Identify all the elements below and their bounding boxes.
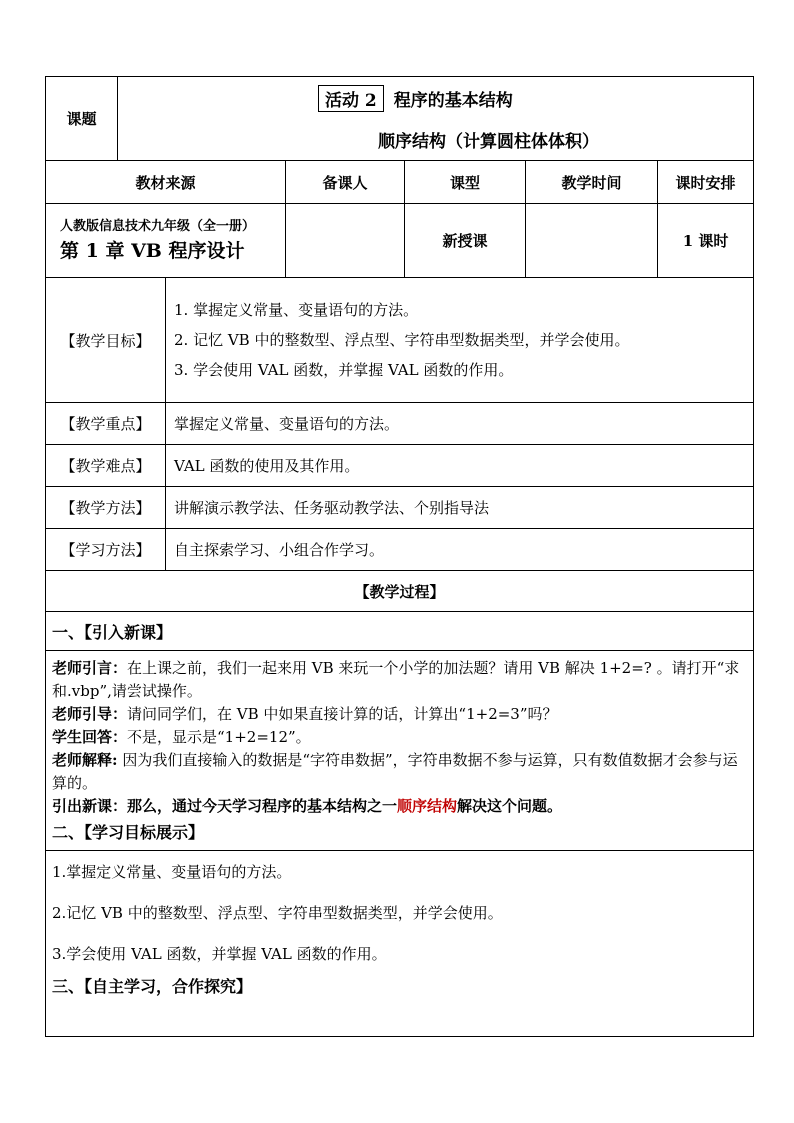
activity-box: 活动 2 <box>318 85 384 112</box>
section-intro-heading: 一、【引入新课】 <box>52 623 173 642</box>
key-point-value: 掌握定义常量、变量语句的方法。 <box>166 403 754 445</box>
method-label: 【教学方法】 <box>46 487 166 529</box>
col-header-periods: 课时安排 <box>658 161 754 204</box>
title-row <box>46 77 754 161</box>
lesson-type-value: 新授课 <box>405 204 526 278</box>
info-values-row <box>46 204 754 278</box>
method-value: 讲解演示教学法、任务驱动教学法、个别指导法 <box>166 487 754 529</box>
activity-title: 程序的基本结构 <box>393 91 513 111</box>
goal-item: 1.掌握定义常量、变量语句的方法。 <box>52 863 292 881</box>
objective-item: 1. 掌握定义常量、变量语句的方法。 <box>174 301 419 319</box>
highlight-term: 顺序结构 <box>397 797 458 815</box>
source-cell <box>46 204 286 278</box>
process-body <box>46 612 754 1037</box>
source-chapter: 第 1 章 VB 程序设计 <box>60 239 245 262</box>
objectives-list <box>166 278 754 403</box>
method-row <box>46 487 754 529</box>
teacher-guide-paragraph: 老师引导：请问同学们，在 VB 中如果直接计算的话，计算出“1+2=3”吗？ <box>52 705 558 723</box>
difficulty-value: VAL 函数的使用及其作用。 <box>166 445 754 487</box>
process-heading: 【教学过程】 <box>46 571 754 612</box>
key-point-label: 【教学重点】 <box>46 403 166 445</box>
difficulty-label: 【教学难点】 <box>46 445 166 487</box>
preparer-value <box>286 204 405 278</box>
objectives-label: 【教学目标】 <box>46 278 166 403</box>
section-explore-heading: 三、【自主学习，合作探究】 <box>52 977 253 996</box>
periods-value: 1 课时 <box>658 204 754 278</box>
col-header-preparer: 备课人 <box>286 161 405 204</box>
info-header-row <box>46 161 754 204</box>
topic-label: 课题 <box>46 77 118 161</box>
learn-method-value: 自主探索学习、小组合作学习。 <box>166 529 754 571</box>
difficulty-row <box>46 445 754 487</box>
source-textbook: 人教版信息技术九年级（全一册） <box>60 218 256 234</box>
teacher-explain-paragraph: 老师解释: 因为我们直接输入的数据是“字符串数据”，字符串数据不参与运算，只有数值数据才会参与运算的。 <box>52 751 738 792</box>
goal-item: 3.学会使用 VAL 函数，并掌握 VAL 函数的作用。 <box>52 945 387 963</box>
objectives-row <box>46 278 754 403</box>
teach-time-value <box>526 204 658 278</box>
lesson-subtitle: 顺序结构（计算圆柱体体积） <box>378 132 599 152</box>
lesson-plan-table <box>45 76 754 1037</box>
teacher-intro-paragraph: 老师引言：在上课之前，我们一起来用 VB 来玩一个小学的加法题？请用 VB 解决 1+2=? 。请打开“求和.vbp”,请尝试操作。 <box>52 659 740 700</box>
title-cell <box>118 77 754 161</box>
learn-method-label: 【学习方法】 <box>46 529 166 571</box>
col-header-teach-time: 教学时间 <box>526 161 658 204</box>
objective-item: 3. 学会使用 VAL 函数，并掌握 VAL 函数的作用。 <box>174 361 514 379</box>
new-lesson-paragraph: 引出新课：那么，通过今天学习程序的基本结构之一顺序结构解决这个问题。 <box>52 797 563 815</box>
process-body-row <box>46 612 754 1037</box>
learn-method-row <box>46 529 754 571</box>
goal-item: 2.记忆 VB 中的整数型、浮点型、字符串型数据类型，并学会使用。 <box>52 904 503 922</box>
key-point-row <box>46 403 754 445</box>
objective-item: 2. 记忆 VB 中的整数型、浮点型、字符串型数据类型，并学会使用。 <box>174 331 630 349</box>
title-line-1 <box>318 85 513 112</box>
lesson-plan-sheet <box>45 76 753 1037</box>
student-answer-paragraph: 学生回答：不是，显示是“1+2=12”。 <box>52 728 311 746</box>
section-goals-heading: 二、【学习目标展示】 <box>52 823 205 842</box>
col-header-lesson-type: 课型 <box>405 161 526 204</box>
process-heading-row <box>46 571 754 612</box>
col-header-source: 教材来源 <box>46 161 286 204</box>
